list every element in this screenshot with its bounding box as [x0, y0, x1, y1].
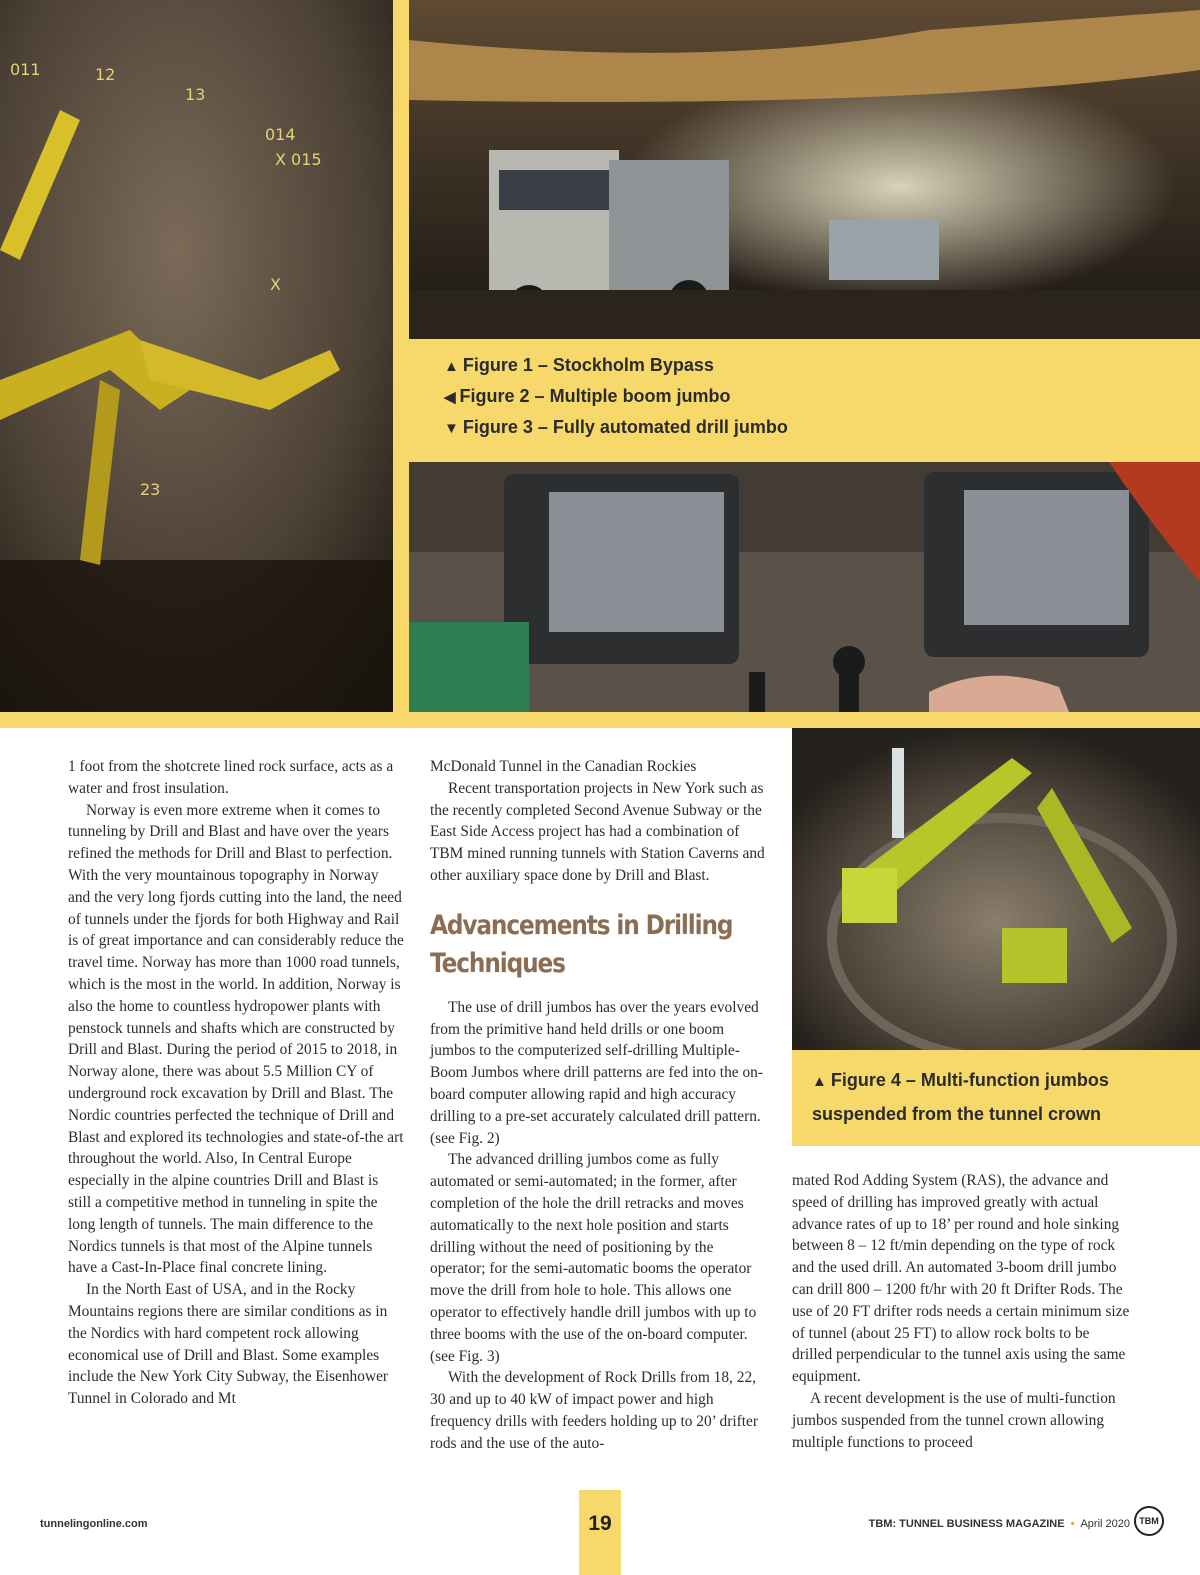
- section-heading: Advancements in Drilling Techniques: [430, 909, 733, 979]
- caption-figure-4: ▲ Figure 4 – Multi-function jumbos suspended from the tunnel crown: [812, 1070, 1109, 1124]
- svg-text:13: 13: [185, 85, 206, 104]
- paragraph: Recent transportation projects in New York such as the recently completed Second Avenue Subway or the East Side Access project has had a combination of TBM mined running tunnels with Station Caverns and other auxiliary space done by Drill and Blast.: [430, 779, 765, 884]
- svg-text:014: 014: [265, 125, 296, 144]
- photo-stockholm-bypass: [409, 0, 1200, 339]
- svg-text:011: 011: [10, 60, 41, 79]
- publication-name: TBM: TUNNEL BUSINESS MAGAZINE: [868, 1518, 1065, 1530]
- paragraph: The advanced drilling jumbos come as fully automated or semi-automated; in the former, after completion of the hole the drill retracks and moves automatically to the next hole position and starts drilling without the need of positioning by the operator; for the semi-automatic booms the operator move the drill from hole to hole. This allows one operator to effectively handle drill jumbos with up to three booms with the use of the on-board computer. (see Fig. 3): [430, 1151, 757, 1365]
- paragraph: In the North East of USA, and in the Rocky Mountains regions there are similar conditions as in the Nordics with hard competent rock allowing economical use of Drill and Blast. Some examples include the New York City Subway, the Eisenhower Tunnel in Colorado and Mt: [68, 1281, 389, 1408]
- paragraph: Norway is even more extreme when it comes to tunneling by Drill and Blast and have over the years refined the methods for Drill and Blast to perfection. With the very mountainous topography in Norway and the very long fjords cutting into the land, the need of tunnels under the fjords for both Highway and Rail is of great importance and can considerably reduce the travel time. Norway has more than 1000 road tunnels, which is the most in the world. In addition, Norway is also the home to countless hydropower plants with penstock tunnels and shafts which are constructed by Drill and Blast. During the period of 2015 to 2018, in Norway alone, there was about 5.5 Million CY of underground rock excavation by Drill and Blast. The Nordic countries perfected the technique of Drill and Blast and explored its technologies and state-of-the art throughout the world. Also, In Central Europe especially in the alpine countries Drill and Blast is still a competitive method in tunneling in spite the long length of tunnels. The main difference to the Nordics tunnels is that most of the Alpine tunnels have a Cast-In-Place final concrete lining.: [68, 801, 404, 1277]
- page-number-tab: [579, 1490, 621, 1575]
- footer-website: tunnelingonline.com: [40, 1518, 148, 1530]
- paragraph: The use of drill jumbos has over the years evolved from the primitive hand held drills or one boom jumbos to the computerized self-drilling Multiple-Boom Jumbos where drill patterns are fed into the on-board computer allowing rapid and high accuracy drilling to a pre-set accurately calculated drill pattern. (see Fig. 2): [430, 998, 763, 1147]
- triangle-up-icon: ▲: [444, 358, 459, 375]
- caption-figure-2: ◀ Figure 2 – Multiple boom jumbo: [444, 386, 731, 406]
- paragraph: With the development of Rock Drills from 18, 22, 30 and up to 40 kW of impact power and high frequency drills with feeders holding up to 20’ drifter rods and the use of the auto-: [430, 1369, 758, 1452]
- photo-multi-function-jumbos: [792, 728, 1200, 1050]
- paragraph: 1 foot from the shotcrete lined rock surface, acts as a water and frost insulation.: [68, 758, 394, 797]
- paragraph: A recent development is the use of multi-function jumbos suspended from the tunnel crown allowing multiple functions to proceed: [792, 1389, 1116, 1451]
- caption-figure-3: ▼ Figure 3 – Fully automated drill jumbo: [444, 417, 788, 437]
- triangle-down-icon: ▼: [444, 420, 459, 437]
- separator-dot: •: [1070, 1518, 1075, 1530]
- svg-text:X: X: [270, 275, 281, 294]
- caption-figure-1: ▲ Figure 1 – Stockholm Bypass: [444, 355, 714, 375]
- page-number: 19: [588, 1512, 612, 1535]
- paragraph: McDonald Tunnel in the Canadian Rockies: [430, 758, 697, 775]
- article-column-1: [68, 756, 404, 1410]
- figure-captions: [444, 350, 1144, 443]
- triangle-left-icon: ◀: [444, 389, 456, 406]
- page-footer: [0, 1490, 1200, 1575]
- svg-text:X 015: X 015: [275, 150, 322, 169]
- footer-publication: [869, 1518, 1130, 1530]
- svg-text:23: 23: [140, 480, 161, 499]
- article-column-3: [792, 1170, 1132, 1453]
- article-column-2: [430, 756, 770, 1455]
- tbm-logo-icon: TBM: [1134, 1506, 1164, 1536]
- photo-automated-drill-jumbo: [409, 462, 1200, 712]
- paragraph: mated Rod Adding System (RAS), the advance and speed of drilling has improved greatly with actual advance rates of up to 18’ per round and hole sinking between 8 – 12 ft/min depending on the type of rock and the used drill. An automated 3-boom drill jumbo can drill 800 – 1200 ft/hr with 20 ft Drifter Rods. The use of 20 FT drifter rods needs a certain minimum size of tunnel (about 25 FT) to allow rock bolts to be drilled perpendicular to the tunnel axis using the same equipment.: [792, 1172, 1130, 1386]
- svg-text:12: 12: [95, 65, 116, 84]
- figure-4-caption-box: [792, 1050, 1200, 1146]
- triangle-up-icon: ▲: [812, 1073, 827, 1090]
- photo-multiple-boom-jumbo: [0, 0, 393, 712]
- issue-date: April 2020: [1080, 1518, 1130, 1530]
